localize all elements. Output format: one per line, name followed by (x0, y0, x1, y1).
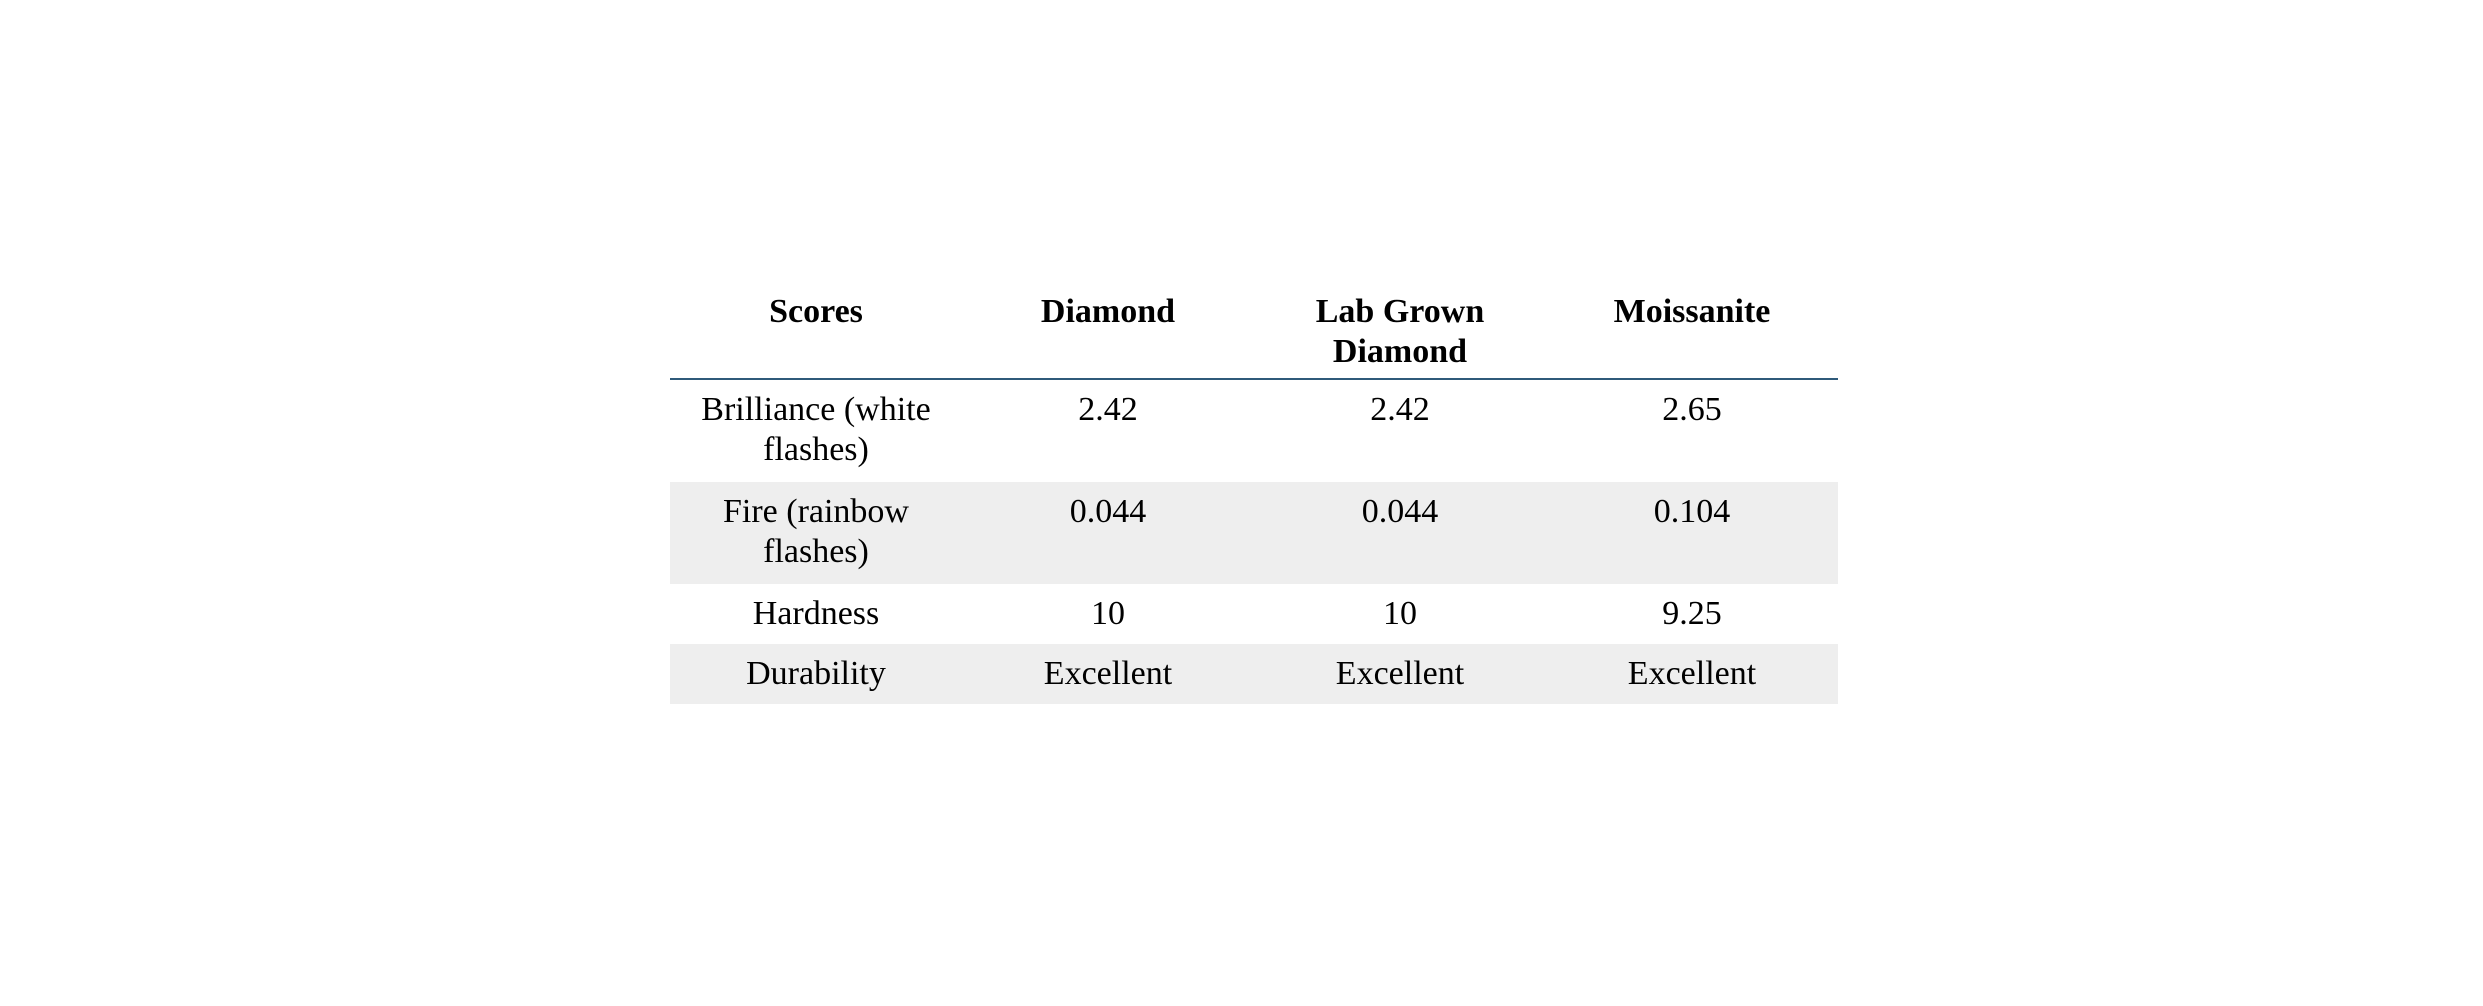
cell-lab-grown-diamond: 0.044 (1254, 482, 1546, 584)
cell-moissanite: Excellent (1546, 644, 1838, 704)
header-lab-grown-diamond: Lab Grown Diamond (1254, 292, 1546, 379)
cell-moissanite: 9.25 (1662, 595, 1722, 632)
row-label: Hardness (752, 595, 880, 632)
gem-comparison-table (670, 292, 1838, 704)
row-label: Brilliance (white flashes) (701, 391, 931, 468)
table-header (670, 292, 1838, 379)
table-body (670, 379, 1838, 704)
header-diamond: Diamond (962, 292, 1254, 379)
row-label: Durability (670, 644, 962, 704)
cell-moissanite: 0.104 (1546, 482, 1838, 584)
cell-diamond: Excellent (962, 644, 1254, 704)
cell-diamond: 10 (1091, 595, 1125, 632)
row-label: Fire (rainbow flashes) (670, 482, 962, 584)
table-row-brilliance (670, 379, 1838, 482)
cell-lab-grown-diamond: 2.42 (1370, 391, 1430, 428)
header-row (670, 292, 1838, 379)
table-row-hardness (670, 584, 1838, 644)
header-scores: Scores (670, 292, 962, 379)
cell-diamond: 2.42 (1078, 391, 1138, 428)
cell-moissanite: 2.65 (1662, 391, 1722, 428)
header-moissanite: Moissanite (1546, 292, 1838, 379)
cell-lab-grown-diamond: 10 (1383, 595, 1417, 632)
table-row-durability (670, 644, 1838, 704)
cell-diamond: 0.044 (962, 482, 1254, 584)
cell-lab-grown-diamond: Excellent (1254, 644, 1546, 704)
table-row-fire (670, 482, 1838, 584)
comparison-table-container (670, 292, 1838, 704)
